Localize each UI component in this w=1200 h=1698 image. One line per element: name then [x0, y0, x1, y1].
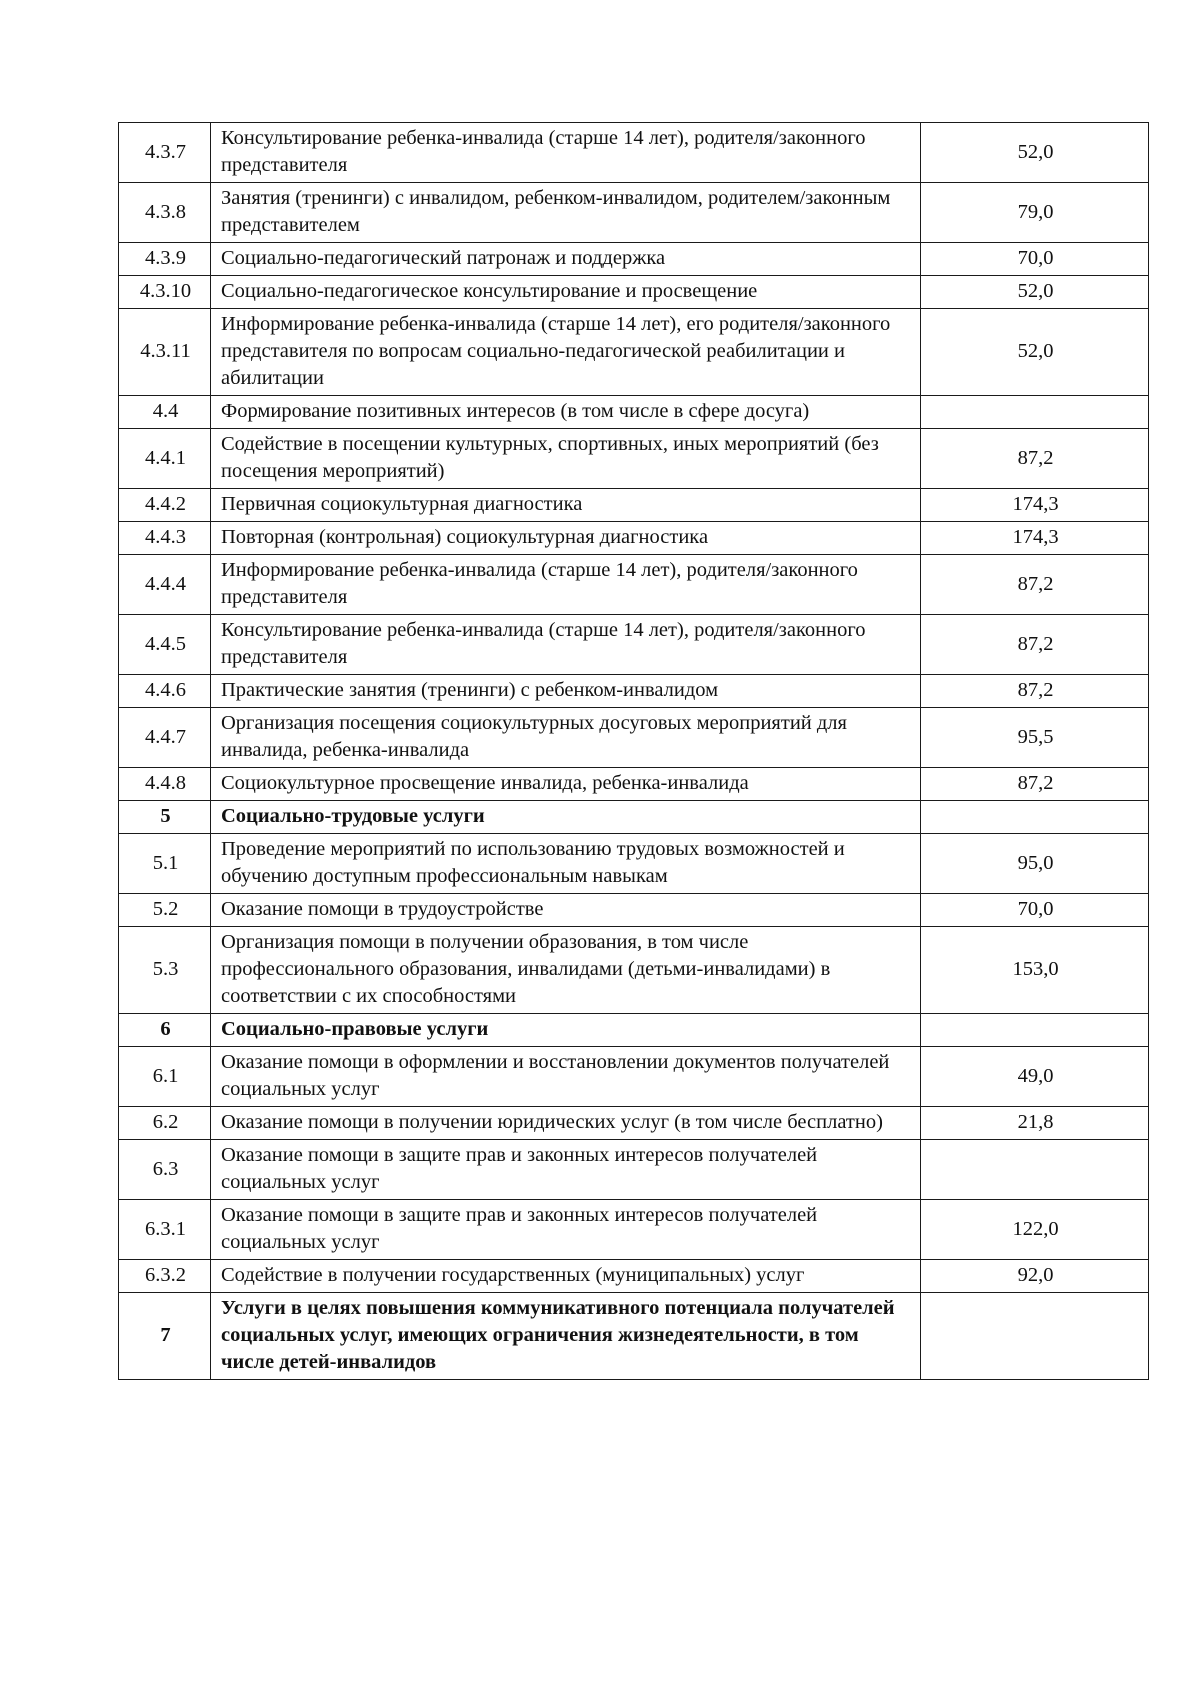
service-name-cell: Услуги в целях повышения коммуникативного потенциала получателей социальных услуг, имеющих ограничения жизнедеятельности, в том числе детей-инвалидов	[211, 1293, 921, 1380]
table-row	[119, 429, 1149, 489]
service-price-cell: 174,3	[921, 522, 1149, 555]
table-row	[119, 1047, 1149, 1107]
service-price-cell: 87,2	[921, 675, 1149, 708]
service-name-cell: Информирование ребенка-инвалида (старше 14 лет), родителя/законного представителя	[211, 555, 921, 615]
service-price-cell: 153,0	[921, 927, 1149, 1014]
service-name-cell: Организация посещения социокультурных досуговых мероприятий для инвалида, ребенка-инвалида	[211, 708, 921, 768]
service-code-cell: 5.3	[119, 927, 211, 1014]
services-tariff-table	[118, 122, 1149, 1380]
service-price-cell: 52,0	[921, 276, 1149, 309]
service-price-cell: 52,0	[921, 123, 1149, 183]
service-name-cell: Оказание помощи в получении юридических услуг (в том числе бесплатно)	[211, 1107, 921, 1140]
service-price-cell	[921, 1293, 1149, 1380]
section-header-row	[119, 1293, 1149, 1380]
service-code-cell: 6	[119, 1014, 211, 1047]
service-price-cell	[921, 396, 1149, 429]
service-code-cell: 4.3.7	[119, 123, 211, 183]
service-price-cell	[921, 801, 1149, 834]
service-name-cell: Консультирование ребенка-инвалида (старше 14 лет), родителя/законного представителя	[211, 615, 921, 675]
table-row	[119, 894, 1149, 927]
service-code-cell: 4.4	[119, 396, 211, 429]
service-code-cell: 4.3.9	[119, 243, 211, 276]
service-code-cell: 4.3.11	[119, 309, 211, 396]
table-row	[119, 489, 1149, 522]
service-code-cell: 4.4.1	[119, 429, 211, 489]
service-price-cell	[921, 1014, 1149, 1047]
section-header-row	[119, 801, 1149, 834]
service-price-cell: 70,0	[921, 894, 1149, 927]
service-price-cell: 122,0	[921, 1200, 1149, 1260]
service-price-cell: 87,2	[921, 615, 1149, 675]
service-price-cell: 70,0	[921, 243, 1149, 276]
table-row	[119, 675, 1149, 708]
service-name-cell: Социально-трудовые услуги	[211, 801, 921, 834]
service-code-cell: 5.1	[119, 834, 211, 894]
service-price-cell: 87,2	[921, 555, 1149, 615]
service-price-cell: 95,5	[921, 708, 1149, 768]
service-price-cell: 87,2	[921, 429, 1149, 489]
service-code-cell: 6.3.2	[119, 1260, 211, 1293]
service-code-cell: 5.2	[119, 894, 211, 927]
table-row	[119, 1260, 1149, 1293]
table-row	[119, 522, 1149, 555]
table-row	[119, 708, 1149, 768]
service-code-cell: 4.4.3	[119, 522, 211, 555]
service-name-cell: Формирование позитивных интересов (в том числе в сфере досуга)	[211, 396, 921, 429]
service-price-cell: 87,2	[921, 768, 1149, 801]
service-code-cell: 4.4.8	[119, 768, 211, 801]
service-code-cell: 4.3.8	[119, 183, 211, 243]
service-name-cell: Проведение мероприятий по использованию трудовых возможностей и обучению доступным профессиональным навыкам	[211, 834, 921, 894]
service-name-cell: Социокультурное просвещение инвалида, ребенка-инвалида	[211, 768, 921, 801]
service-name-cell: Оказание помощи в трудоустройстве	[211, 894, 921, 927]
service-name-cell: Социально-педагогический патронаж и поддержка	[211, 243, 921, 276]
service-price-cell: 92,0	[921, 1260, 1149, 1293]
service-code-cell: 6.2	[119, 1107, 211, 1140]
service-name-cell: Повторная (контрольная) социокультурная диагностика	[211, 522, 921, 555]
service-name-cell: Содействие в получении государственных (муниципальных) услуг	[211, 1260, 921, 1293]
service-price-cell: 95,0	[921, 834, 1149, 894]
service-code-cell: 4.4.5	[119, 615, 211, 675]
service-price-cell: 79,0	[921, 183, 1149, 243]
service-price-cell	[921, 1140, 1149, 1200]
section-header-row	[119, 1014, 1149, 1047]
service-name-cell: Занятия (тренинги) с инвалидом, ребенком-инвалидом, родителем/законным представителем	[211, 183, 921, 243]
table-row	[119, 396, 1149, 429]
table-row	[119, 276, 1149, 309]
service-price-cell: 21,8	[921, 1107, 1149, 1140]
service-price-cell: 52,0	[921, 309, 1149, 396]
service-name-cell: Социально-педагогическое консультирование и просвещение	[211, 276, 921, 309]
table-row	[119, 615, 1149, 675]
service-code-cell: 4.4.6	[119, 675, 211, 708]
service-code-cell: 6.3	[119, 1140, 211, 1200]
table-row	[119, 555, 1149, 615]
table-row	[119, 183, 1149, 243]
service-name-cell: Практические занятия (тренинги) с ребенком-инвалидом	[211, 675, 921, 708]
table-row	[119, 1200, 1149, 1260]
table-row	[119, 927, 1149, 1014]
service-name-cell: Социально-правовые услуги	[211, 1014, 921, 1047]
service-name-cell: Организация помощи в получении образования, в том числе профессионального образования, инвалидами (детьми-инвалидами) в соответствии с их способностями	[211, 927, 921, 1014]
service-code-cell: 6.3.1	[119, 1200, 211, 1260]
service-code-cell: 4.4.4	[119, 555, 211, 615]
table-row	[119, 123, 1149, 183]
service-name-cell: Оказание помощи в защите прав и законных интересов получателей социальных услуг	[211, 1140, 921, 1200]
service-name-cell: Консультирование ребенка-инвалида (старше 14 лет), родителя/законного представителя	[211, 123, 921, 183]
service-code-cell: 4.4.7	[119, 708, 211, 768]
service-code-cell: 4.4.2	[119, 489, 211, 522]
service-name-cell: Оказание помощи в оформлении и восстановлении документов получателей социальных услуг	[211, 1047, 921, 1107]
service-name-cell: Оказание помощи в защите прав и законных интересов получателей социальных услуг	[211, 1200, 921, 1260]
service-price-cell: 174,3	[921, 489, 1149, 522]
service-code-cell: 6.1	[119, 1047, 211, 1107]
table-row	[119, 834, 1149, 894]
service-code-cell: 5	[119, 801, 211, 834]
service-name-cell: Первичная социокультурная диагностика	[211, 489, 921, 522]
table-row	[119, 309, 1149, 396]
table-body	[119, 123, 1149, 1380]
table-row	[119, 243, 1149, 276]
table-row	[119, 1107, 1149, 1140]
service-name-cell: Информирование ребенка-инвалида (старше 14 лет), его родителя/законного представителя по вопросам социально-педагогической реабилитации и абилитации	[211, 309, 921, 396]
table-row	[119, 768, 1149, 801]
service-name-cell: Содействие в посещении культурных, спортивных, иных мероприятий (без посещения мероприятий)	[211, 429, 921, 489]
table-row	[119, 1140, 1149, 1200]
service-price-cell: 49,0	[921, 1047, 1149, 1107]
service-code-cell: 7	[119, 1293, 211, 1380]
service-code-cell: 4.3.10	[119, 276, 211, 309]
